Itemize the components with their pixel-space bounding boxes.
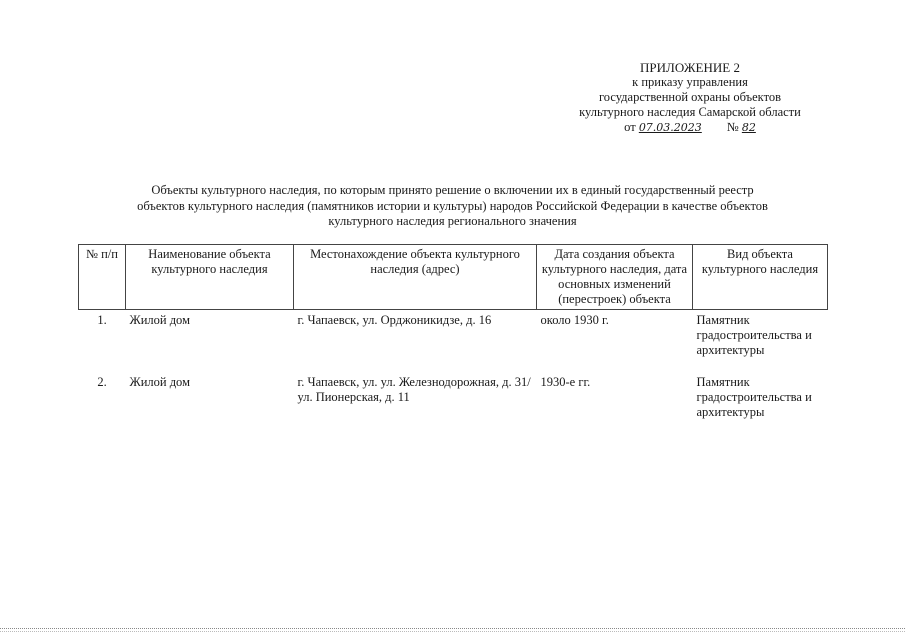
- annex-line-3: культурного наследия Самарской области: [579, 105, 801, 119]
- row-date: около 1930 г.: [540, 313, 609, 327]
- date-prefix: от: [624, 120, 636, 134]
- handwritten-number: 82: [741, 121, 756, 134]
- header-address: Местонахождение объекта культурного наследия (адрес): [294, 245, 537, 310]
- table-header-row: [79, 245, 828, 310]
- row-number: 1.: [97, 313, 107, 327]
- heritage-objects-table: [78, 244, 828, 434]
- annex-block: [540, 60, 840, 135]
- row-name: Жилой дом: [129, 313, 190, 327]
- table-row: [79, 372, 828, 434]
- row-name: Жилой дом: [129, 375, 190, 389]
- annex-line-2: государственной охраны объектов: [598, 90, 782, 104]
- heading-line-3: культурного наследия регионального значения: [328, 214, 577, 228]
- row-date: 1930-е гг.: [540, 375, 591, 389]
- table-row: [79, 310, 828, 373]
- header-date: Дата создания объекта культурного наследия, дата основных изменений (перестроек) объекта: [537, 245, 693, 310]
- row-number: 2.: [97, 375, 107, 389]
- scan-edge-line: [0, 628, 905, 629]
- header-name: Наименование объекта культурного наследия: [126, 245, 294, 310]
- row-address: г. Чапаевск, ул. Орджоникидзе, д. 16: [297, 313, 492, 327]
- scan-edge-line-2: [0, 631, 905, 632]
- document-heading: [80, 183, 825, 230]
- heading-line-2: объектов культурного наследия (памятников истории и культуры) народов Российской Федерации в качестве объектов: [137, 198, 768, 213]
- header-number: № п/п: [79, 245, 126, 310]
- heading-line-1: Объекты культурного наследия, по которым принято решение о включении их в единый государственный реестр: [151, 183, 754, 197]
- row-address: г. Чапаевск, ул. ул. Железнодорожная, д. 31/ул. Пионерская, д. 11: [297, 375, 531, 404]
- row-type: Памятник градостроительства и архитектуры: [696, 313, 812, 357]
- header-type: Вид объекта культурного наследия: [693, 245, 828, 310]
- handwritten-date: 07.03.2023: [638, 121, 702, 134]
- row-type: Памятник градостроительства и архитектуры: [696, 375, 812, 419]
- annex-date-row: [540, 120, 840, 135]
- annex-line-1: к приказу управления: [632, 75, 748, 89]
- annex-title: ПРИЛОЖЕНИЕ 2: [640, 60, 740, 75]
- number-prefix: №: [726, 120, 739, 134]
